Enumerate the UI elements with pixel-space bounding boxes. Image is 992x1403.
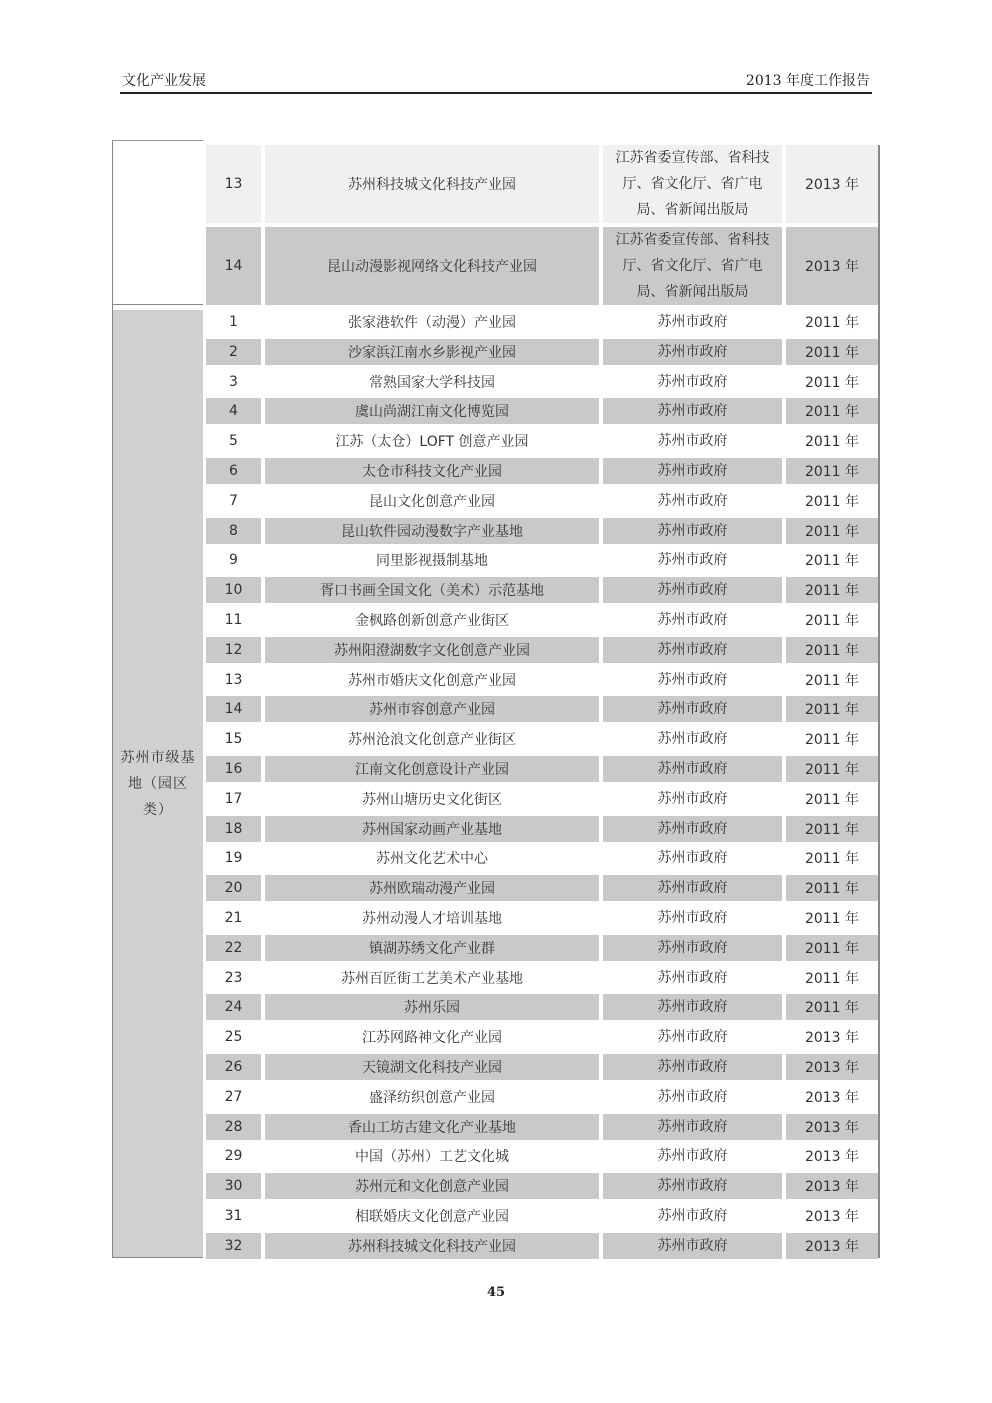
row-number: 6 [206,458,261,484]
row-number: 14 [206,696,261,722]
base-name: 江苏（太仓）LOFT 创意产业园 [265,428,599,454]
approving-authority: 苏州市政府 [603,1084,782,1110]
approval-year: 2011 年 [786,309,878,335]
approving-authority: 苏州市政府 [603,458,782,484]
row-number: 20 [206,875,261,901]
table-row [206,696,878,722]
base-name: 苏州百匠街工艺美术产业基地 [265,965,599,991]
table-row [206,756,878,782]
approving-authority: 苏州市政府 [603,577,782,603]
base-name: 昆山软件园动漫数字产业基地 [265,518,599,544]
base-name: 苏州山塘历史文化街区 [265,786,599,812]
row-number: 24 [206,994,261,1020]
row-number: 19 [206,845,261,871]
category-cell-continued [113,141,203,305]
base-name: 苏州乐园 [265,994,599,1020]
header-divider [120,92,872,94]
table-row [206,637,878,663]
approving-authority: 苏州市政府 [603,994,782,1020]
approval-year: 2011 年 [786,458,878,484]
approving-authority: 苏州市政府 [603,726,782,752]
row-number: 13 [206,667,261,693]
approving-authority: 苏州市政府 [603,518,782,544]
base-name: 镇湖苏绣文化产业群 [265,935,599,961]
approving-authority: 苏州市政府 [603,935,782,961]
approval-year: 2011 年 [786,428,878,454]
approval-year: 2011 年 [786,816,878,842]
approving-authority: 苏州市政府 [603,488,782,514]
approval-year: 2013 年 [786,1203,878,1229]
row-number: 27 [206,1084,261,1110]
row-number: 4 [206,398,261,424]
base-name: 苏州科技城文化科技产业园 [265,145,599,223]
header-report-title: 2013 年度工作报告 [745,73,870,89]
row-number: 13 [206,145,261,223]
row-number: 18 [206,816,261,842]
base-name: 沙家浜江南水乡影视产业园 [265,339,599,365]
approving-authority: 苏州市政府 [603,816,782,842]
approving-authority: 苏州市政府 [603,1173,782,1199]
approving-authority: 苏州市政府 [603,309,782,335]
row-number: 7 [206,488,261,514]
table-row [206,309,878,335]
base-name: 昆山文化创意产业园 [265,488,599,514]
approval-year: 2013 年 [786,1084,878,1110]
table-row [206,1054,878,1080]
base-name: 苏州科技城文化科技产业园 [265,1233,599,1259]
base-name: 苏州市容创意产业园 [265,696,599,722]
approving-authority: 苏州市政府 [603,428,782,454]
approval-year: 2013 年 [786,145,878,223]
row-number: 15 [206,726,261,752]
base-name: 昆山动漫影视网络文化科技产业园 [265,227,599,305]
row-number: 17 [206,786,261,812]
base-name: 苏州欧瑞动漫产业园 [265,875,599,901]
table-row [206,875,878,901]
approving-authority: 苏州市政府 [603,1114,782,1140]
table-row [206,726,878,752]
table-row [206,1233,878,1259]
category-label: 苏州市级基地（园区类） [120,749,196,818]
base-name: 相联婚庆文化创意产业园 [265,1203,599,1229]
row-number: 23 [206,965,261,991]
approval-year: 2011 年 [786,637,878,663]
approval-year: 2011 年 [786,935,878,961]
approving-authority: 苏州市政府 [603,339,782,365]
row-number: 12 [206,637,261,663]
approving-authority: 苏州市政府 [603,756,782,782]
table-row [206,905,878,931]
approval-year: 2011 年 [786,339,878,365]
approving-authority: 苏州市政府 [603,607,782,633]
table-bottom-border [112,1257,203,1258]
base-name: 苏州市婚庆文化创意产业园 [265,667,599,693]
base-name: 江南文化创意设计产业园 [265,756,599,782]
row-number: 14 [206,227,261,305]
table-right-border [878,145,880,1258]
table-row [206,428,878,454]
base-name: 虞山尚湖江南文化博览园 [265,398,599,424]
approval-year: 2011 年 [786,756,878,782]
approval-year: 2011 年 [786,965,878,991]
table-row [206,786,878,812]
table-row [206,816,878,842]
approval-year: 2013 年 [786,1173,878,1199]
base-name: 天镜湖文化科技产业园 [265,1054,599,1080]
approving-authority: 苏州市政府 [603,1054,782,1080]
row-number: 28 [206,1114,261,1140]
approving-authority: 苏州市政府 [603,845,782,871]
approving-authority: 苏州市政府 [603,369,782,395]
approval-year: 2013 年 [786,1054,878,1080]
table-row [206,145,878,223]
row-number: 9 [206,547,261,573]
approval-year: 2013 年 [786,1114,878,1140]
approving-authority: 苏州市政府 [603,1024,782,1050]
approving-authority: 苏州市政府 [603,1233,782,1259]
approval-year: 2011 年 [786,696,878,722]
table-row [206,607,878,633]
approval-year: 2011 年 [786,905,878,931]
base-name: 苏州沧浪文化创意产业街区 [265,726,599,752]
table-row [206,339,878,365]
table-row [206,1143,878,1169]
row-number: 10 [206,577,261,603]
row-number: 3 [206,369,261,395]
base-name: 金枫路创新创意产业街区 [265,607,599,633]
base-name: 香山工坊古建文化产业基地 [265,1114,599,1140]
approval-year: 2011 年 [786,547,878,573]
approving-authority: 苏州市政府 [603,667,782,693]
base-name: 盛泽纺织创意产业园 [265,1084,599,1110]
base-name: 苏州文化艺术中心 [265,845,599,871]
base-name: 常熟国家大学科技园 [265,369,599,395]
header-title: 文化产业发展 [122,73,206,89]
approval-year: 2011 年 [786,726,878,752]
approval-year: 2011 年 [786,786,878,812]
table-row [206,1114,878,1140]
base-name: 胥口书画全国文化（美术）示范基地 [265,577,599,603]
approval-year: 2011 年 [786,845,878,871]
approval-year: 2013 年 [786,227,878,305]
row-number: 8 [206,518,261,544]
approval-year: 2011 年 [786,607,878,633]
approval-year: 2011 年 [786,488,878,514]
table-row [206,488,878,514]
row-number: 21 [206,905,261,931]
row-number: 1 [206,309,261,335]
data-table [206,145,878,1263]
table-row [206,1173,878,1199]
row-number: 2 [206,339,261,365]
row-number: 16 [206,756,261,782]
table-row [206,935,878,961]
approving-authority: 苏州市政府 [603,786,782,812]
table-row [206,547,878,573]
base-name: 中国（苏州）工艺文化城 [265,1143,599,1169]
municipal-rows [206,309,878,1259]
approving-authority: 苏州市政府 [603,398,782,424]
table-row [206,1203,878,1229]
approval-year: 2013 年 [786,1024,878,1050]
approval-year: 2011 年 [786,994,878,1020]
approving-authority: 苏州市政府 [603,965,782,991]
base-name: 张家港软件（动漫）产业园 [265,309,599,335]
approval-year: 2011 年 [786,518,878,544]
table-row [206,227,878,305]
approving-authority: 苏州市政府 [603,547,782,573]
table-row [206,369,878,395]
approval-year: 2013 年 [786,1233,878,1259]
table-row [206,1084,878,1110]
approving-authority: 江苏省委宣传部、省科技厅、省文化厅、省广电局、省新闻出版局 [603,145,782,223]
row-number: 22 [206,935,261,961]
row-number: 31 [206,1203,261,1229]
row-number: 5 [206,428,261,454]
table-row [206,667,878,693]
approving-authority: 江苏省委宣传部、省科技厅、省文化厅、省广电局、省新闻出版局 [603,227,782,305]
base-name: 苏州阳澄湖数字文化创意产业园 [265,637,599,663]
approval-year: 2011 年 [786,369,878,395]
base-name: 江苏网路神文化产业园 [265,1024,599,1050]
row-number: 11 [206,607,261,633]
approval-year: 2011 年 [786,577,878,603]
page-number: 45 [486,1285,506,1300]
approval-year: 2011 年 [786,875,878,901]
approval-year: 2011 年 [786,667,878,693]
base-name: 太仓市科技文化产业园 [265,458,599,484]
approval-year: 2011 年 [786,398,878,424]
table-row [206,518,878,544]
table-row [206,577,878,603]
table-row [206,965,878,991]
base-name: 苏州动漫人才培训基地 [265,905,599,931]
approving-authority: 苏州市政府 [603,905,782,931]
base-name: 苏州元和文化创意产业园 [265,1173,599,1199]
table-row [206,1024,878,1050]
row-number: 26 [206,1054,261,1080]
row-number: 30 [206,1173,261,1199]
table-row [206,845,878,871]
approval-year: 2013 年 [786,1143,878,1169]
category-cell [113,310,203,1257]
row-number: 32 [206,1233,261,1259]
base-name: 苏州国家动画产业基地 [265,816,599,842]
approving-authority: 苏州市政府 [603,875,782,901]
approving-authority: 苏州市政府 [603,1143,782,1169]
table-row [206,994,878,1020]
row-number: 29 [206,1143,261,1169]
row-number: 25 [206,1024,261,1050]
approving-authority: 苏州市政府 [603,637,782,663]
approving-authority: 苏州市政府 [603,1203,782,1229]
approving-authority: 苏州市政府 [603,696,782,722]
table-row [206,458,878,484]
table-row [206,398,878,424]
base-name: 同里影视摄制基地 [265,547,599,573]
